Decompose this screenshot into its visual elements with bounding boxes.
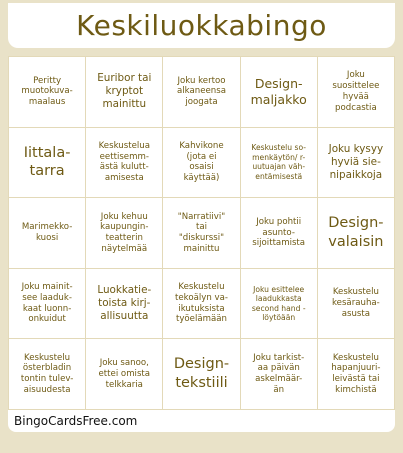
bingo-cell[interactable]: Joku kehuu kaupungin- teatterin näytelmää bbox=[86, 198, 163, 269]
site-credit: BingoCardsFree.com bbox=[14, 414, 138, 428]
bingo-cell[interactable]: Luokkatie- toista kirj- allisuutta bbox=[86, 269, 163, 340]
bingo-cell[interactable]: Joku kertoo alkaneensa joogata bbox=[163, 57, 240, 128]
bingo-cell[interactable]: Joku esittelee laadukkasta second hand - löytöään bbox=[241, 269, 318, 340]
bingo-cell[interactable]: Kahvikone (jota ei osaisi käyttää) bbox=[163, 128, 240, 199]
bingo-cell[interactable]: Design- tekstiili bbox=[163, 339, 240, 410]
bingo-cell[interactable]: Joku mainit- see laaduk- kaat luonn- onkuidut bbox=[9, 269, 86, 340]
bingo-cell[interactable]: Keskustelu hapanjuuri- leivästä tai kimchistä bbox=[318, 339, 395, 410]
bingo-grid bbox=[8, 56, 395, 410]
bingo-cell[interactable]: Euribor tai kryptot mainittu bbox=[86, 57, 163, 128]
bingo-cell[interactable]: Joku pohtii asunto- sijoittamista bbox=[241, 198, 318, 269]
bingo-cell[interactable]: Joku tarkist- aa päivän askelmäär- än bbox=[241, 339, 318, 410]
bingo-cell[interactable]: Joku kysyy hyviä sie- nipaikkoja bbox=[318, 128, 395, 199]
bingo-cell[interactable]: Keskustelua eettisemm- ästä kulutt- amisesta bbox=[86, 128, 163, 199]
bingo-cell[interactable]: Design- maljakko bbox=[241, 57, 318, 128]
bingo-cell[interactable]: Joku sanoo, ettei omista telkkaria bbox=[86, 339, 163, 410]
bingo-cell[interactable]: Design- valaisin bbox=[318, 198, 395, 269]
bingo-cell[interactable]: Marimekko- kuosi bbox=[9, 198, 86, 269]
bingo-cell[interactable]: Iittala- tarra bbox=[9, 128, 86, 199]
bingo-cell[interactable]: Keskustelu so- menkäytön/ r- uutuajan väh- entämisestä bbox=[241, 128, 318, 199]
footer-bar bbox=[8, 410, 395, 432]
bingo-cell[interactable]: Keskustelu tekoälyn va- ikutuksista työelämään bbox=[163, 269, 240, 340]
bingo-cell[interactable]: Peritty muotokuva- maalaus bbox=[9, 57, 86, 128]
bingo-cell[interactable]: Keskustelu kesärauha- asusta bbox=[318, 269, 395, 340]
bingo-cell[interactable]: "Narratiivi" tai "diskurssi" mainittu bbox=[163, 198, 240, 269]
bingo-cell[interactable]: Keskustelu österbladin tontin tulev- aisuudesta bbox=[9, 339, 86, 410]
title-banner bbox=[8, 3, 395, 48]
card-title: Keskiluokkabingo bbox=[76, 9, 327, 42]
bingo-cell[interactable]: Joku suosittelee hyvää podcastia bbox=[318, 57, 395, 128]
